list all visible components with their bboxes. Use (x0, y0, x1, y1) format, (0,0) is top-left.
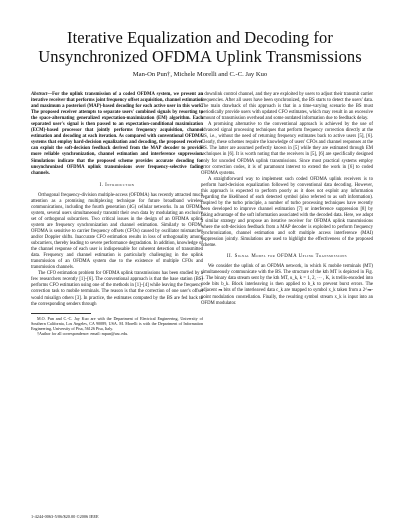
intro-paragraph-1: Orthogonal frequency-division multiple-access (OFDMA) has recently attracted much attention as a promising multiplexing technique for future broadband wireless communications, including the fourth generation (4G) cellular networks. In an OFDMA system, several users simultaneously transmit their own data by modulating an exclusive set of orthogonal subcarriers. Two critical issues in the design of an OFDMA uplink system are frequency synchronization and channel estimation. Similarly to OFDM, OFDMA is sensitive to carrier frequency offsets (CFOs) caused by oscillator mismatches and/or Doppler shifts. Inaccurate CFO estimation results in loss of orthogonality among subcarriers, thereby leading to severe performance degradation. In addition, knowledge of the channel response of each user is indispensable for coherent detection of transmitted data. Frequency and channel estimation is particularly challenging in the uplink transmission of an OFDMA system due to the existence of multiple CFOs and transmission channels. (31, 192, 203, 271)
copyright-footer: 1-4244-0063-5/06/$20.00 ©2006 IEEE (31, 514, 99, 519)
intro-paragraph-2: The CFO estimation problem for OFDMA uplink transmissions has been studied by a few researchers recently [1]–[6]. The conventional approach is that the base station (BS) performs CFO estimation using one of the methods in [1]–[4] while leaving the frequency correction task to mobile terminals. The reason is that the correction of one user's offset would misalign others [3]. In practice, the estimates computed by the BS are fed back to the corresponding senders through (31, 271, 203, 307)
footnote-affiliations: M.O. Pun and C.-C. Jay Kuo are with the Department of Electrical Engineering, University of Southern California, Los Angeles, CA 90089, USA. M. Morelli is with the Department of Information Engineering, University of Pisa, 56126 Pisa, Italy. (31, 315, 203, 331)
footnote-correspondence: †Author for all correspondence: email: mpun@usc.edu. (37, 330, 129, 336)
author-list: Man-On Pun†, Michele Morelli and C.-C. Jay Kuo (132, 71, 268, 78)
abstract (31, 92, 203, 177)
left-column (31, 92, 203, 336)
title-line-2: Unsynchronized OFDMA Uplink Transmissions (38, 47, 362, 66)
paper-title (0, 28, 400, 66)
abstract-label: Abstract (31, 92, 48, 97)
intro-paragraph-4: A straightforward way to implement such coded OFDMA uplink receivers is to perform hard-decision equalization followed by conventional data decoding. However, this approach is expected to perform poorly as it does not exploit any information regarding the likelihood of each detected symbol (also referred to as soft information). Inspired by the turbo principle, a number of turbo processing techniques have recently been developed to improve channel estimation [7] or interference suppression [8] by taking advantage of the soft information associated with the decoded data. Here, we adopt a similar strategy and propose an iterative receiver for OFDMA uplink transmissions where the soft-decision feedback from a MAP decoder is exploited to perform frequency synchronization, channel estimation and soft multiple access interference (MAI) suppression jointly. Simulations are used to highlight the effectiveness of the proposed scheme. (201, 176, 373, 249)
right-column (201, 92, 373, 307)
title-line-1: Iterative Equalization and Decoding for (67, 28, 333, 47)
section-heading-introduction: I. Introduction (99, 182, 135, 188)
abstract-text: —For the uplink transmission of a coded OFDMA system, we present an iterative receiver that performs joint frequency offset acquisition, channel estimation and maximum a posteriori (MAP)-based decoding for each active user in this work. The proposed receiver attempts to separate users' combined signals by resorting to the space-alternating generalized expectation-maximization (EM) algorithm. Each separated user's signal is then passed to an expectation-conditional maximization (ECM)-based processor that jointly performs frequency acquisition, channel estimation and decoding at each iteration. As compared with conventional OFDMA systems that employ hard-decision equalization and decoding, the proposed receiver can exploit the soft-decision feedback derived from the MAP decoder to provide more reliable synchronization, channel estimation and interference suppression. Simulations indicate that the proposed scheme provides accurate decoding for unsynchronized OFDMA uplink transmissions over frequency-selective fading channels. (31, 92, 203, 176)
intro-paragraph-3: A promising alternative to the conventional approach is achieved by the use of advanced signal processing techniques that perform frequency correction directly at the BS, i.e., without the need of returning frequency estimates back to active users [5], [6]. Clearly, these schemes require the knowledge of users' CFOs and channel responses at the BS. The latter are assumed perfectly known in [5] while they are estimated through EM techniques in [6]. It is worth noting that the receivers in [5], [6] are specifically designed only for uncoded OFDMA uplink transmissions. Since most practical systems employ error correction codes, it is of paramount interest to extend the work in [6] to coded OFDMA systems. (201, 122, 373, 176)
signal-model-paragraph: We consider the uplink of an OFDMA network, in which K mobile terminals (MT) simultaneously communicate with the BS. The structure of the kth MT is depicted in Fig. 1. The binary data stream sent by the kth MT, u_k, k = 1, 2, ··· , K, is trellis-encoded into code bits b_k. Block interleaving is then applied to b_k to prevent burst errors. The adjacent 𝓂 bits of the interleaved data c_k are mapped to symbol x_k taken from a 2^𝓂-point modulation constellation. Finally, the resulting symbol stream x_k is input into an OFDM modulator. (201, 264, 373, 306)
intro-paragraph-continued: a downlink control channel, and they are exploited by users to adjust their transmit carrier frequencies. After all users have been synchronized, the BS starts to detect the users' data. The main drawback of this approach is that in a time-varying scenario the BS must periodically provide users with updated CFO estimates, which may result in an excessive amount of transmission overhead and some outdated information due to feedback delay. (201, 92, 373, 122)
section-heading-signal-model: II. Signal Model for OFDMA Uplink Transmissions (226, 254, 348, 260)
footnote-divider (31, 313, 91, 314)
